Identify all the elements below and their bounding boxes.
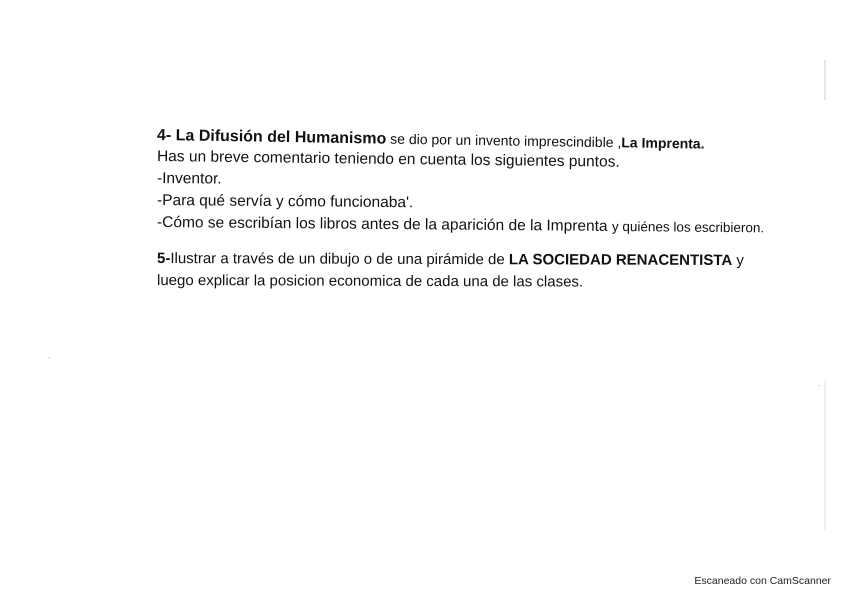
item-5-line-2: luego explicar la posicion economica de cada una de las clases. — [156, 272, 584, 291]
scan-edge-mark — [824, 60, 826, 100]
item-5-number: 5- — [156, 250, 171, 268]
scan-speck — [818, 385, 820, 386]
item-4-point-inventor: -Inventor. — [156, 170, 222, 188]
item-4-highlight: La Imprenta. — [621, 134, 705, 152]
item-4-point-books: -Cómo se escribían los libros antes de la aparición de la Imprenta — [156, 214, 612, 235]
item-4-point-purpose: -Para qué servía y cómo funcionaba'. — [156, 192, 414, 212]
scan-speck — [48, 357, 50, 358]
item-5-text: Ilustrar a través de un dibujo o de una pirámide de — [170, 250, 509, 269]
item-5-text-end: y — [732, 252, 744, 270]
item-4-heading: 4- La Difusión del Humanismo — [156, 127, 387, 148]
item-5-highlight: LA SOCIEDAD RENACENTISTA — [508, 251, 733, 270]
item-4-heading-rest: se dio por un invento imprescindible , — [386, 130, 622, 151]
item-4-point-books-end: y quiénes los escribieron. — [611, 218, 765, 236]
scan-edge-mark — [824, 380, 826, 530]
scanner-watermark: Escaneado con CamScanner — [694, 575, 831, 587]
item-4-instruction: Has un breve comentario teniendo en cuenta los siguientes puntos. — [156, 148, 620, 171]
assignment-text — [157, 124, 807, 292]
item-5-line — [157, 248, 807, 272]
